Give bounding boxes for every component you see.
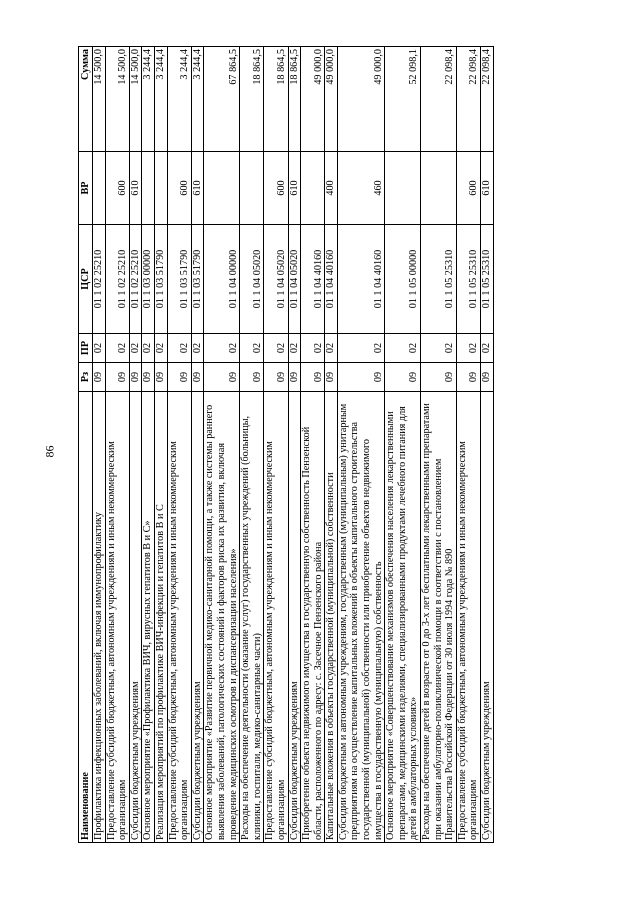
cell-vr: 610	[481, 152, 494, 225]
cell-vr: 610	[191, 152, 204, 225]
cell-csr: 01 1 04 05020	[288, 225, 301, 334]
table-row	[240, 47, 264, 843]
cell-pr: 02	[142, 334, 155, 363]
cell-csr: 01 1 05 25310	[421, 225, 457, 334]
cell-pr: 02	[204, 334, 240, 363]
table-header-row	[79, 47, 93, 843]
cell-rz: 09	[385, 363, 421, 392]
cell-sum: 18 864,5	[288, 47, 301, 152]
header-name: Наименование	[79, 392, 93, 843]
table-row	[288, 47, 301, 843]
cell-pr: 02	[301, 334, 325, 363]
cell-sum: 49 000,0	[301, 47, 325, 152]
cell-sum: 14 500,0	[129, 47, 142, 152]
cell-rz: 09	[167, 363, 191, 392]
cell-name: Расходы на обеспечение детей в возрасте от 0 до 3-х лет бесплатными лекарственными препаратами при оказании амбулаторно-поликлинической помощи в соответствии с постановлением Правительства Российской Федерации от 30 июля 1994 года № 890	[421, 392, 457, 843]
header-rz: Рз	[79, 363, 93, 392]
cell-name: Предоставление субсидий бюджетным, автономным учреждениям и иным некоммерческим организациям	[264, 392, 288, 843]
cell-csr: 01 1 04 40160	[325, 225, 338, 334]
cell-name: Субсидии бюджетным учреждениям	[191, 392, 204, 843]
header-vr: ВР	[79, 152, 93, 225]
cell-rz: 09	[142, 363, 155, 392]
cell-sum: 3 244,4	[142, 47, 155, 152]
cell-vr: 610	[129, 152, 142, 225]
rotated-budget-table-container	[78, 49, 560, 843]
cell-pr: 02	[191, 334, 204, 363]
cell-vr	[421, 152, 457, 225]
cell-pr: 02	[456, 334, 480, 363]
cell-pr: 02	[325, 334, 338, 363]
cell-rz: 09	[481, 363, 494, 392]
cell-rz: 09	[105, 363, 129, 392]
cell-vr: 600	[264, 152, 288, 225]
header-sum: Сумма	[79, 47, 93, 152]
budget-table	[78, 46, 494, 843]
cell-vr	[93, 152, 106, 225]
cell-rz: 09	[240, 363, 264, 392]
cell-name: Профилактика инфекционных заболеваний, включая иммунопрофилактику	[93, 392, 106, 843]
cell-pr: 02	[421, 334, 457, 363]
cell-name: Капитальные вложения в объекты государственной (муниципальной) собственности	[325, 392, 338, 843]
cell-vr	[154, 152, 167, 225]
cell-rz: 09	[421, 363, 457, 392]
cell-vr	[240, 152, 264, 225]
cell-sum: 3 244,4	[154, 47, 167, 152]
cell-sum: 14 500,0	[93, 47, 106, 152]
cell-vr: 600	[105, 152, 129, 225]
cell-sum: 22 098,4	[421, 47, 457, 152]
cell-csr: 01 1 04 40160	[337, 225, 384, 334]
page-number: 86	[42, 445, 57, 458]
cell-rz: 09	[191, 363, 204, 392]
cell-csr: 01 1 03 00000	[142, 225, 155, 334]
cell-pr: 02	[481, 334, 494, 363]
cell-name: Предоставление субсидий бюджетным, автономным учреждениям и иным некоммерческим организациям	[456, 392, 480, 843]
table-row	[481, 47, 494, 843]
cell-vr: 460	[337, 152, 384, 225]
header-pr: ПР	[79, 334, 93, 363]
cell-sum: 49 000,0	[325, 47, 338, 152]
cell-name: Основное мероприятие «Развитие первичной медико-санитарной помощи, а также системы раннего выявления заболеваний, патологических состояний и факторов риска их развития, включая проведение медицинских осмотров и диспансеризации населения»	[204, 392, 240, 843]
cell-rz: 09	[93, 363, 106, 392]
cell-rz: 09	[154, 363, 167, 392]
cell-csr: 01 1 03 51790	[191, 225, 204, 334]
cell-vr	[204, 152, 240, 225]
cell-csr: 01 1 04 05020	[240, 225, 264, 334]
table-row	[337, 47, 384, 843]
cell-name: Реализация мероприятий по профилактике ВИЧ-инфекции и гепатитов В и С	[154, 392, 167, 843]
table-row	[264, 47, 288, 843]
table-row	[421, 47, 457, 843]
cell-pr: 02	[264, 334, 288, 363]
table-row	[385, 47, 421, 843]
cell-sum: 22 098,4	[481, 47, 494, 152]
table-row	[93, 47, 106, 843]
cell-name: Субсидии бюджетным учреждениям	[129, 392, 142, 843]
table-row	[142, 47, 155, 843]
cell-sum: 14 500,0	[105, 47, 129, 152]
cell-sum: 67 864,5	[204, 47, 240, 152]
cell-name: Расходы на обеспечение деятельности (оказание услуг) государственных учреждений (больницы, клиники, госпитали, медико-санитарные части)	[240, 392, 264, 843]
cell-name: Предоставление субсидий бюджетным, автономным учреждениям и иным некоммерческим организациям	[167, 392, 191, 843]
cell-pr: 02	[93, 334, 106, 363]
cell-csr: 01 1 05 00000	[385, 225, 421, 334]
cell-pr: 02	[337, 334, 384, 363]
cell-vr: 400	[325, 152, 338, 225]
cell-vr	[142, 152, 155, 225]
cell-csr: 01 1 05 25310	[456, 225, 480, 334]
cell-csr: 01 1 04 00000	[204, 225, 240, 334]
cell-csr: 01 1 05 25310	[481, 225, 494, 334]
cell-csr: 01 1 03 51790	[154, 225, 167, 334]
cell-name: Приобретение объекта недвижимого имущества в государственную собственность Пензенской области, расположенного по адресу: с. Засечное Пензенского района	[301, 392, 325, 843]
cell-csr: 01 1 04 05020	[264, 225, 288, 334]
table-row	[301, 47, 325, 843]
cell-pr: 02	[240, 334, 264, 363]
cell-name: Предоставление субсидий бюджетным, автономным учреждениям и иным некоммерческим организациям	[105, 392, 129, 843]
cell-name: Основное мероприятие «Совершенствование механизмов обеспечения населения лекарственными препаратами, медицинскими изделиями, специализированными продуктами лечебного питания для детей в амбулаторных условиях»	[385, 392, 421, 843]
cell-rz: 09	[337, 363, 384, 392]
cell-vr: 600	[167, 152, 191, 225]
cell-rz: 09	[204, 363, 240, 392]
cell-csr: 01 1 02 25210	[93, 225, 106, 334]
cell-name: Субсидии бюджетным и автономным учреждениям, государственным (муниципальным) унитарным предприятиям на осуществление капитальных вложений в объекты капитального строительства государственной (муниципальной) собственности или приобретение объектов недвижимого имущества в государственную (муниципальную) собственность	[337, 392, 384, 843]
cell-pr: 02	[167, 334, 191, 363]
cell-vr: 610	[288, 152, 301, 225]
cell-rz: 09	[129, 363, 142, 392]
cell-csr: 01 1 04 40160	[301, 225, 325, 334]
cell-sum: 3 244,4	[167, 47, 191, 152]
table-row	[325, 47, 338, 843]
cell-pr: 02	[129, 334, 142, 363]
cell-pr: 02	[385, 334, 421, 363]
cell-name: Субсидии бюджетным учреждениям	[288, 392, 301, 843]
table-row	[167, 47, 191, 843]
cell-pr: 02	[154, 334, 167, 363]
cell-pr: 02	[105, 334, 129, 363]
cell-csr: 01 1 02 25210	[129, 225, 142, 334]
cell-sum: 3 244,4	[191, 47, 204, 152]
cell-name: Основное мероприятие «Профилактика ВИЧ, вирусных гепатитов В и С»	[142, 392, 155, 843]
cell-sum: 18 864,5	[240, 47, 264, 152]
cell-csr: 01 1 03 51790	[167, 225, 191, 334]
cell-vr: 600	[456, 152, 480, 225]
cell-rz: 09	[264, 363, 288, 392]
cell-sum: 22 098,4	[456, 47, 480, 152]
cell-rz: 09	[288, 363, 301, 392]
cell-name: Субсидии бюджетным учреждениям	[481, 392, 494, 843]
table-row	[456, 47, 480, 843]
table-row	[204, 47, 240, 843]
cell-pr: 02	[288, 334, 301, 363]
cell-rz: 09	[301, 363, 325, 392]
table-row	[129, 47, 142, 843]
cell-rz: 09	[456, 363, 480, 392]
cell-vr	[301, 152, 325, 225]
cell-sum: 18 864,5	[264, 47, 288, 152]
cell-sum: 52 098,1	[385, 47, 421, 152]
header-csr: ЦСР	[79, 225, 93, 334]
cell-csr: 01 1 02 25210	[105, 225, 129, 334]
table-row	[105, 47, 129, 843]
cell-rz: 09	[325, 363, 338, 392]
cell-vr	[385, 152, 421, 225]
table-row	[154, 47, 167, 843]
cell-sum: 49 000,0	[337, 47, 384, 152]
table-row	[191, 47, 204, 843]
